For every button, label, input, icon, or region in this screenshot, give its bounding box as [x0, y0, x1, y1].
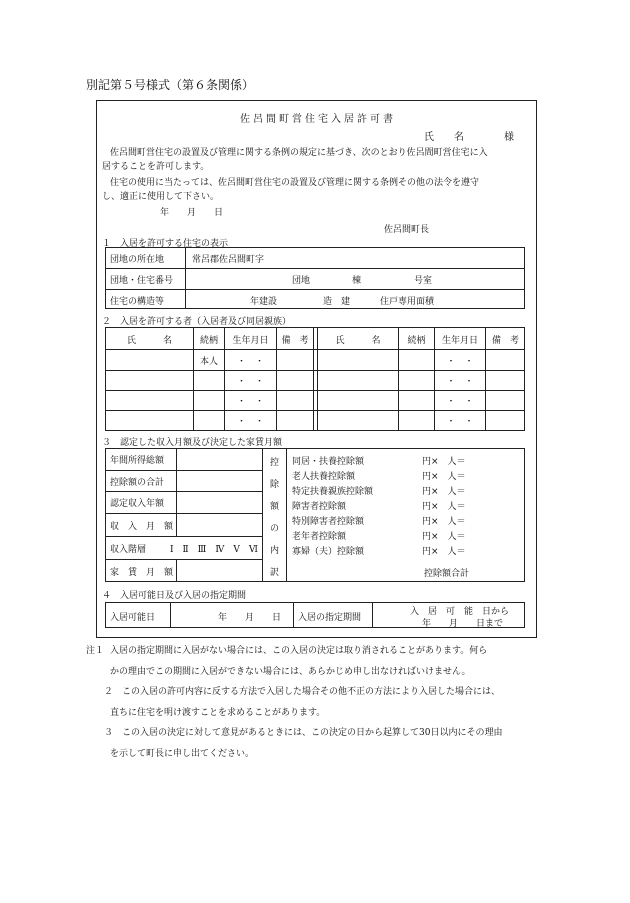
intro-paragraph-2-line-1: 住宅の使用に当たっては、佐呂間町営住宅の設置及び管理に関する条例その他の法令を遵守 [110, 178, 480, 188]
income-class-label: 収入階層 [110, 545, 147, 555]
housing-number-label: 団地・住宅番号 [110, 276, 174, 286]
monthly-rent-label: 家 賃 月 額 [110, 568, 174, 578]
structure-area: 住戸専用面積 [380, 297, 435, 307]
structure-type: 造 建 [323, 297, 351, 307]
vertical-label-char: の [269, 524, 279, 534]
col-dob-right: 生年月日 [441, 336, 478, 346]
income-class-values: Ⅰ Ⅱ Ⅲ Ⅳ Ⅴ Ⅵ [170, 545, 258, 555]
deduction-label: 老年者控除額 [292, 532, 347, 542]
col-relation-right: 続柄 [407, 336, 426, 346]
deduction-total-label: 控除額の合計 [110, 478, 165, 488]
note-1-line-2: かの理由でこの期間に入居ができない場合には、あらかじめ申し出なければいけません。 [110, 667, 471, 677]
first-row-relation: 本人 [199, 357, 218, 367]
col-note-left: 備 考 [281, 336, 309, 346]
deduction-unit: 円× 人＝ [422, 517, 466, 527]
col-relation-left: 続柄 [199, 336, 218, 346]
deduction-unit: 円× 人＝ [422, 457, 466, 467]
deduction-grand-total: 控除額合計 [424, 569, 470, 579]
certified-income-label: 認定収入年額 [110, 499, 165, 509]
section-2-heading: ２ 入居を許可する者（入居者及び同居親族） [102, 317, 292, 327]
vertical-label-char: 内 [269, 546, 279, 556]
deduction-label: 特定扶養親族控除額 [292, 487, 374, 497]
col-dob-left: 生年月日 [232, 336, 269, 346]
note-2-line-1: この入居の許可内容に反する方法で入居した場合その他不正の方法により入居した場合には、 [122, 687, 501, 697]
location-label: 団地の所在地 [110, 255, 165, 265]
issue-date: 年 月 日 [160, 208, 224, 218]
intro-paragraph-1-line-2: 居することを許可します。 [102, 162, 210, 172]
structure-built-year: 年建設 [250, 297, 278, 307]
dob-dots: ・ ・ [446, 397, 474, 407]
form-number: 別記第５号様式（第６条関係） [86, 78, 255, 92]
note-2-mark: ２ [104, 687, 114, 697]
housing-room-unit: 号室 [414, 276, 433, 286]
dob-dots: ・ ・ [236, 377, 264, 387]
dob-dots: ・ ・ [236, 417, 264, 427]
structure-label: 住宅の構造等 [110, 297, 165, 307]
deduction-unit: 円× 人＝ [422, 547, 466, 557]
document-title: 佐呂間町営住宅入居許可書 [240, 114, 396, 125]
deduction-label: 寡婦（夫）控除額 [292, 547, 365, 557]
vertical-label-char: 訳 [269, 568, 279, 578]
monthly-income-label: 収 入 月 額 [110, 522, 174, 532]
section-3-heading: ３ 認定した収入月額及び決定した家賃月額 [102, 438, 283, 448]
deduction-unit: 円× 人＝ [422, 532, 466, 542]
vertical-label-char: 額 [269, 502, 279, 512]
move-in-possible-label: 入居可能日 [110, 613, 156, 623]
addressee: 氏 名 様 [424, 132, 514, 143]
housing-building-unit: 棟 [352, 276, 362, 286]
note-3-mark: ３ [104, 728, 114, 738]
dob-dots: ・ ・ [446, 357, 474, 367]
move-in-period-label: 入居の指定期間 [298, 613, 362, 623]
note-1-line-1: 入居の指定期間に入居がない場合には、この入居の決定は取り消されることがあります。何ら [110, 646, 488, 656]
move-in-possible-date: 年 月 日 [218, 613, 282, 623]
deduction-label: 障害者控除額 [292, 502, 347, 512]
issuer: 佐呂間町長 [384, 225, 430, 235]
note-1-mark: 注１ [86, 646, 105, 656]
vertical-label-char: 除 [269, 480, 279, 490]
dob-dots: ・ ・ [236, 397, 264, 407]
move-in-period-end: 年 月 日まで [422, 619, 504, 629]
note-3-line-2: を示して町長に申し出てください。 [110, 749, 255, 759]
col-note-right: 備 考 [491, 336, 519, 346]
move-in-period-start: 入 居 可 能 日から [410, 607, 510, 617]
dob-dots: ・ ・ [446, 377, 474, 387]
location-value: 常呂郡佐呂間町字 [192, 255, 265, 265]
deduction-unit: 円× 人＝ [422, 502, 466, 512]
note-2-line-2: 直ちに住宅を明け渡すことを求めることがあります。 [110, 708, 326, 718]
col-name-right: 氏 名 [335, 336, 381, 346]
section-1-heading: １ 入居を許可する住宅の表示 [102, 239, 229, 249]
note-3-line-1: この入居の決定に対して意見があるときには、この決定の日から起算して30日以内にその理由 [122, 728, 503, 738]
dob-dots: ・ ・ [236, 357, 264, 367]
deduction-label: 老人扶養控除額 [292, 472, 356, 482]
intro-paragraph-2-line-2: し、適正に使用して下さい。 [102, 192, 220, 202]
deduction-label: 特別障害者控除額 [292, 517, 365, 527]
housing-complex-unit: 団地 [292, 276, 311, 286]
section-4-heading: ４ 入居可能日及び入居の指定期間 [102, 591, 247, 601]
vertical-label-char: 控 [269, 458, 279, 468]
dob-dots: ・ ・ [446, 417, 474, 427]
annual-income-label: 年間所得総額 [110, 456, 165, 466]
deduction-unit: 円× 人＝ [422, 472, 466, 482]
deduction-unit: 円× 人＝ [422, 487, 466, 497]
intro-paragraph-1-line-1: 佐呂間町営住宅の設置及び管理に関する条例の規定に基づき、次のとおり佐呂間町営住宅に入 [110, 148, 488, 158]
col-name-left: 氏 名 [126, 336, 172, 346]
deduction-label: 同居・扶養控除額 [292, 457, 365, 467]
